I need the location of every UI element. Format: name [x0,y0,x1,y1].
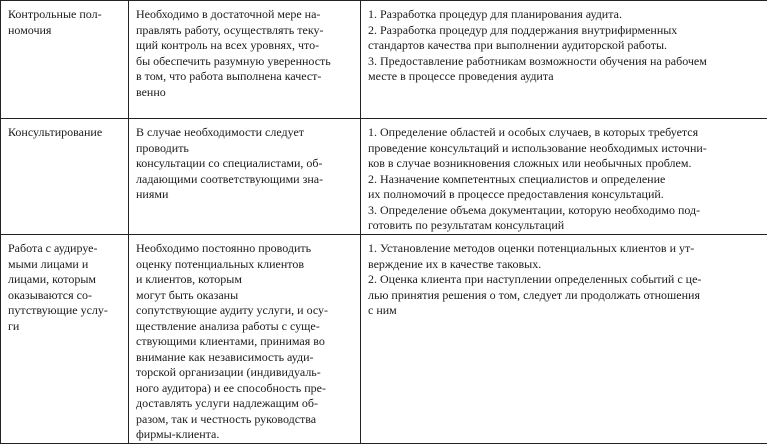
procedures-cell: 1. Установление методов оценки потенциальных клиентов и ут- верждение их в качестве таковых. 2. Оценка клиента при наступлении определенных событий с це- лью принятия решения о том, следует ли продолжать отношения с ним [361,235,767,444]
procedures-cell: 1. Определение областей и особых случаев, в которых требуется проведение консультаций и использование необходимых источни- ков в случае возникновения сложных или необычных проблем. 2. Назначение компетентных специалистов и определение их полномочий в процессе предоставления консультаций. 3. Определение объема документации, которую необходимо под- готовить по результатам консультаций [361,119,767,235]
requirement-cell: Необходимо постоянно проводить оценку потенциальных клиентов и клиентов, которым могут быть оказаны сопутствующие аудиту услуги, и осу- ществление анализа работы с суще- ствующими клиентами, принимая во внимание как независимость ауди- торской организации (индивидуаль- ного аудитора) и ее способность пре- доставлять услуги надлежащим об- разом, так и честность руководства фирмы-клиента. [129,235,361,444]
requirement-cell: Необходимо в достаточной мере на- правлять работу, осуществлять теку- щий контроль на всех уровнях, что- бы обеспечить разумную уверенность в том, что работа выполнена качест- венно [129,1,361,119]
table-row [1,235,767,444]
procedures-cell: 1. Разработка процедур для планирования аудита. 2. Разработка процедур для поддержания внутрифирменных стандартов качества при выполнении аудиторской работы. 3. Предоставление работникам возможности обучения на рабочем месте в процессе проведения аудита [361,1,767,119]
area-cell: Консультирование [1,119,129,235]
area-cell: Контрольные пол- номочия [1,1,129,119]
area-cell: Работа с аудируе- мыми лицами и лицами, которым оказываются со- путствующие услу- ги [1,235,129,444]
requirement-cell: В случае необходимости следует проводить консультации со специалистами, об- ладающими соответствующими зна- ниями [129,119,361,235]
table-row [1,119,767,235]
table-row [1,1,767,119]
